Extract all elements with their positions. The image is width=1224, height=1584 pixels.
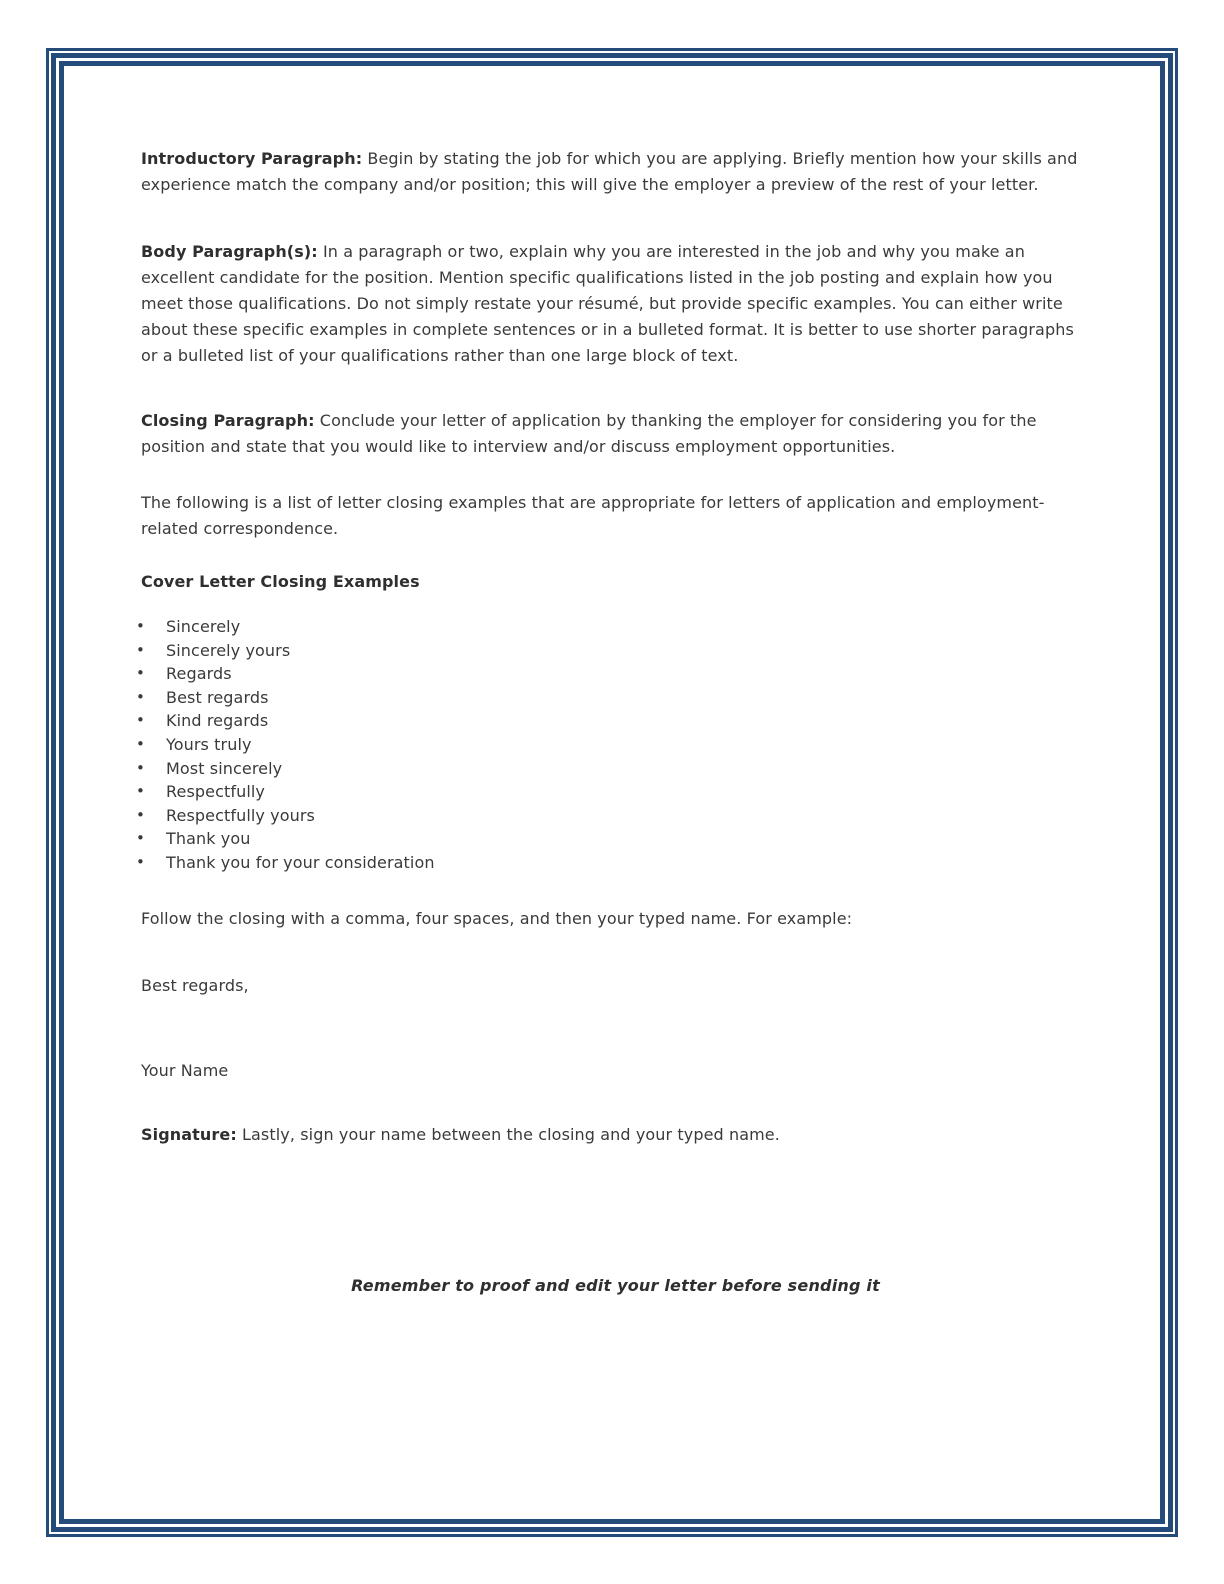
list-item: • Yours truly: [136, 733, 1090, 757]
signature-note-text: Lastly, sign your name between the closing and your typed name.: [242, 1124, 780, 1144]
introductory-paragraph-label: Introductory Paragraph:: [141, 149, 363, 168]
following-note: The following is a list of letter closing examples that are appropriate for letters of application and employment-related correspondence.: [141, 493, 1045, 538]
introductory-paragraph: [141, 146, 1090, 198]
list-item: • Thank you for your consideration: [136, 851, 1090, 875]
list-item: • Sincerely: [136, 615, 1090, 639]
follow-note: Follow the closing with a comma, four spaces, and then your typed name. For example:: [141, 908, 853, 928]
page-border-outer: [46, 48, 1178, 1537]
body-paragraph-label: Body Paragraph(s):: [141, 242, 318, 261]
list-item: • Respectfully yours: [136, 804, 1090, 828]
example-typed-name: Your Name: [141, 1060, 229, 1080]
introductory-paragraph-text: Begin by stating the job for which you are applying. Briefly mention how your skills and experience match the company and/or position; this will give the employer a preview of the rest of your letter.: [141, 149, 1078, 194]
list-item: • Regards: [136, 662, 1090, 686]
closing-paragraph-label: Closing Paragraph:: [141, 411, 315, 430]
document-content: [64, 66, 1160, 1519]
body-paragraph-text: In a paragraph or two, explain why you are interested in the job and why you make an excellent candidate for the position. Mention specific qualifications listed in the job posting and explain how you meet those qualifications. Do not simply restate your résumé, but provide specific examples. You can either write about these specific examples in complete sentences or in a bulleted format. It is better to use shorter paragraphs or a bulleted list of your qualifications rather than one large block of text.: [141, 242, 1074, 365]
example-closing: Best regards,: [141, 975, 249, 995]
list-item: • Respectfully: [136, 780, 1090, 804]
list-item: • Thank you: [136, 827, 1090, 851]
closing-examples-heading: Cover Letter Closing Examples: [141, 572, 420, 591]
closing-paragraph-text: Conclude your letter of application by thanking the employer for considering you for the position and state that you would like to interview and/or discuss employment opportunities.: [141, 411, 1037, 456]
body-paragraph: [141, 239, 1090, 369]
signature-note-label: Signature:: [141, 1124, 237, 1144]
signature-note: [141, 1122, 1090, 1148]
list-item: • Sincerely yours: [136, 639, 1090, 663]
page-border-middle: [51, 53, 1173, 1532]
footer-reminder: Remember to proof and edit your letter before sending it: [351, 1275, 880, 1295]
list-item: • Most sincerely: [136, 757, 1090, 781]
list-item: • Best regards: [136, 686, 1090, 710]
page-border-inner: [59, 61, 1165, 1524]
closing-paragraph: [141, 408, 1090, 460]
closing-examples-list: [141, 615, 1090, 875]
list-item: • Kind regards: [136, 709, 1090, 733]
